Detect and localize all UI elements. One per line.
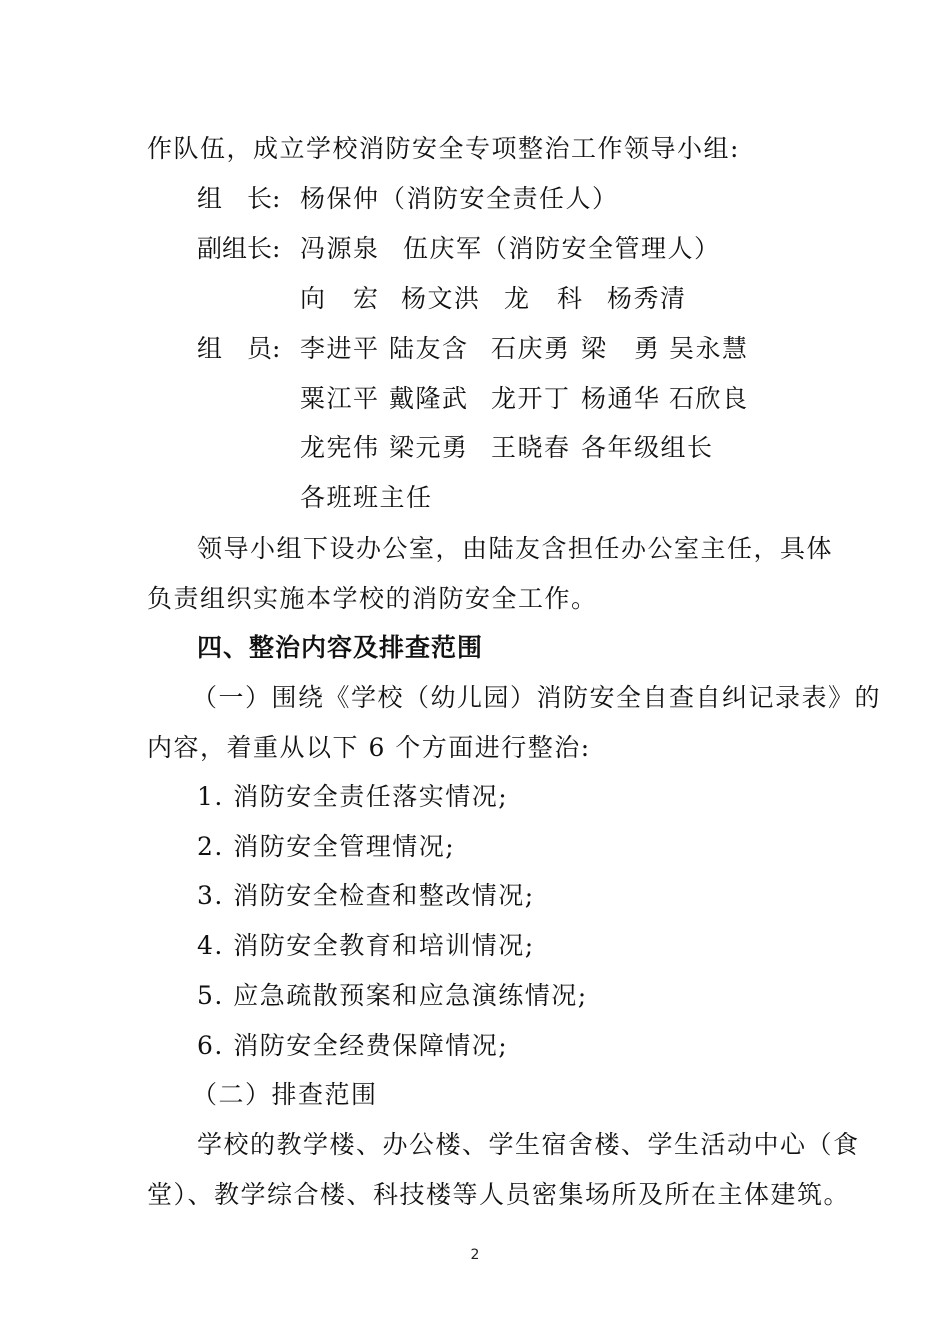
deputy-name: 杨秀清 [607,284,687,313]
list-item: 4. 消防安全教育和培训情况; [197,931,535,960]
member-name: 王晓春 [491,433,571,462]
paragraph-line: 堂）、教学综合楼、科技楼等人员密集场所及所在主体建筑。 [147,1180,851,1209]
deputy-name: 龙 科 [504,284,584,313]
leader-label: 组 长: [197,184,281,213]
deputy-name: 杨文洪 [401,284,481,313]
member-label: 组 员: [197,334,281,363]
deputy-name: 伍庆军 [403,234,483,263]
member-name: 陆友含 [389,334,469,363]
member-name: 各班班主任 [300,483,433,512]
office-line: 领导小组下设办公室，由陆友含担任办公室主任，具体 [197,534,834,563]
list-item: 2. 消防安全管理情况; [197,832,456,861]
page-number: 2 [470,1247,480,1263]
deputy-name: 向 宏 [300,284,380,313]
leader-note: （消防安全责任人） [380,184,619,213]
member-name: 戴隆武 [389,384,469,413]
member-name: 梁元勇 [389,433,469,462]
member-name: 吴永慧 [669,334,749,363]
list-item: 3. 消防安全检查和整改情况; [197,881,535,910]
member-name: 石欣良 [669,384,749,413]
list-item: 5. 应急疏散预案和应急演练情况; [197,981,588,1010]
deputy-note: （消防安全管理人） [482,234,721,263]
member-name: 龙开丁 [491,384,571,413]
member-name: 杨通华 [581,384,661,413]
member-name: 粟江平 [300,384,380,413]
subsection-heading: （二）排查范围 [192,1080,378,1109]
member-name: 李进平 [300,334,380,363]
paragraph-line: 内容，着重从以下 6 个方面进行整治: [147,733,591,762]
member-name: 石庆勇 [491,334,571,363]
section-heading: 四、整治内容及排查范围 [197,633,484,662]
leader-name: 杨保仲 [300,184,380,213]
deputy-name: 冯源泉 [300,234,380,263]
deputy-label: 副组长: [197,234,281,263]
paragraph-line: （一）围绕《学校（幼儿园）消防安全自查自纠记录表》的 [192,683,882,712]
member-name: 各年级组长 [581,433,714,462]
office-line: 负责组织实施本学校的消防安全工作。 [147,584,598,613]
list-item: 6. 消防安全经费保障情况; [197,1031,509,1060]
paragraph-line: 学校的教学楼、办公楼、学生宿舍楼、学生活动中心（食 [197,1130,860,1159]
member-name: 龙宪伟 [300,433,380,462]
list-item: 1. 消防安全责任落实情况; [197,782,509,811]
intro-line: 作队伍，成立学校消防安全专项整治工作领导小组: [147,134,740,163]
member-name: 梁 勇 [581,334,661,363]
